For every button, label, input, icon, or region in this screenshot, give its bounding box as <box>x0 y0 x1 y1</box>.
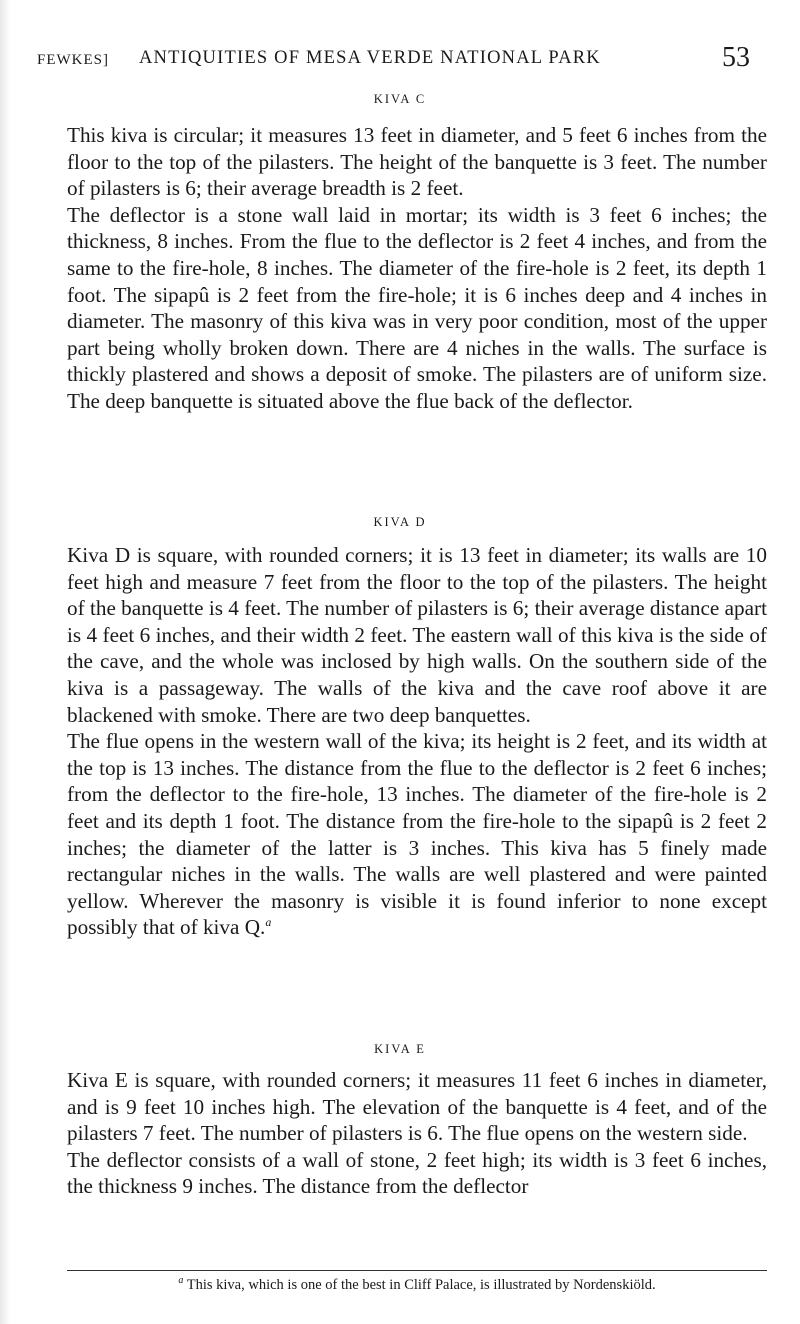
footnote-reference: a <box>265 915 272 930</box>
paragraph: The deflector is a stone wall laid in mortar; its width is 3 feet 6 inches; the thickness, 8 inches. From the flue to the deflector is 2 feet 4 inches, and from the same to the fire-hole, 8 inches. The diameter of the fire-hole is 2 feet, its depth 1 foot. The sipapû is 2 feet from the fire-hole; it is 6 inches deep and 4 inches in diameter. The masonry of this kiva was in very poor condition, most of the upper part being wholly broken down. There are 4 niches in the walls. The surface is thickly plastered and shows a deposit of smoke. The pilasters are of uniform size. The deep banquette is situated above the flue back of the deflector. <box>67 202 767 413</box>
footnote-rule <box>67 1270 767 1271</box>
footnote <box>67 1276 767 1294</box>
page-number: 53 <box>722 42 750 73</box>
paragraph: Kiva D is square, with rounded corners; it is 13 feet in diameter; its walls are 10 feet high and measure 7 feet from the floor to the top of the pilasters. The height of the banquette is 4 feet. The number of pilasters is 6; their average distance apart is 4 feet 6 inches, and their width 2 feet. The eastern wall of this kiva is the side of the cave, and the whole was inclosed by high walls. On the southern side of the kiva is a passageway. The walls of the kiva and the cave roof above it are blackened with smoke. There are two deep banquettes. <box>67 543 767 727</box>
paragraph: Kiva E is square, with rounded corners; it measures 11 feet 6 inches in diameter, and is 9 feet 10 inches high. The elevation of the banquette is 4 feet, and of the pilasters 7 feet. The number of pilasters is 6. The flue opens on the western side. <box>67 1068 767 1146</box>
paragraph <box>67 728 767 941</box>
paragraph-text: The flue opens in the western wall of the kiva; its height is 2 feet, and its width at the top is 13 inches. The distance from the flue to the deflector is 2 feet 6 inches; from the deflector to the fire-hole, 13 inches. The diameter of the fire-hole is 2 feet and its depth 1 foot. The distance from the fire-hole to the sipapû is 2 feet 2 inches; the diameter of the latter is 3 inches. This kiva has 5 finely made rectangular niches in the walls. The walls are well plastered and were painted yellow. Wherever the masonry is visible it is found inferior to none except possibly that of kiva Q. <box>67 729 767 940</box>
header-title: ANTIQUITIES OF MESA VERDE NATIONAL PARK <box>139 48 601 68</box>
section-body-kiva-c <box>67 122 767 415</box>
section-heading-kiva-d: KIVA D <box>373 515 427 529</box>
section-body-kiva-d <box>67 542 767 941</box>
footnote-text: This kiva, which is one of the best in Cliff Palace, is illustrated by Nordenskiöld. <box>186 1277 656 1293</box>
footnote-marker: a <box>178 1275 184 1287</box>
header-author: FEWKES] <box>37 52 109 68</box>
section-heading-kiva-c: KIVA C <box>373 92 427 106</box>
section-heading-kiva-e: KIVA E <box>374 1042 426 1056</box>
running-header <box>37 44 750 78</box>
paragraph: The deflector consists of a wall of stone, 2 feet high; its width is 3 feet 6 inches, the thickness 9 inches. The distance from the deflector <box>67 1147 767 1199</box>
section-body-kiva-e <box>67 1067 767 1200</box>
paragraph: This kiva is circular; it measures 13 feet in diameter, and 5 feet 6 inches from the floor to the top of the pilasters. The height of the banquette is 3 feet. The number of pilasters is 6; their average breadth is 2 feet. <box>67 123 767 201</box>
page-edge-shadow <box>0 0 10 1324</box>
